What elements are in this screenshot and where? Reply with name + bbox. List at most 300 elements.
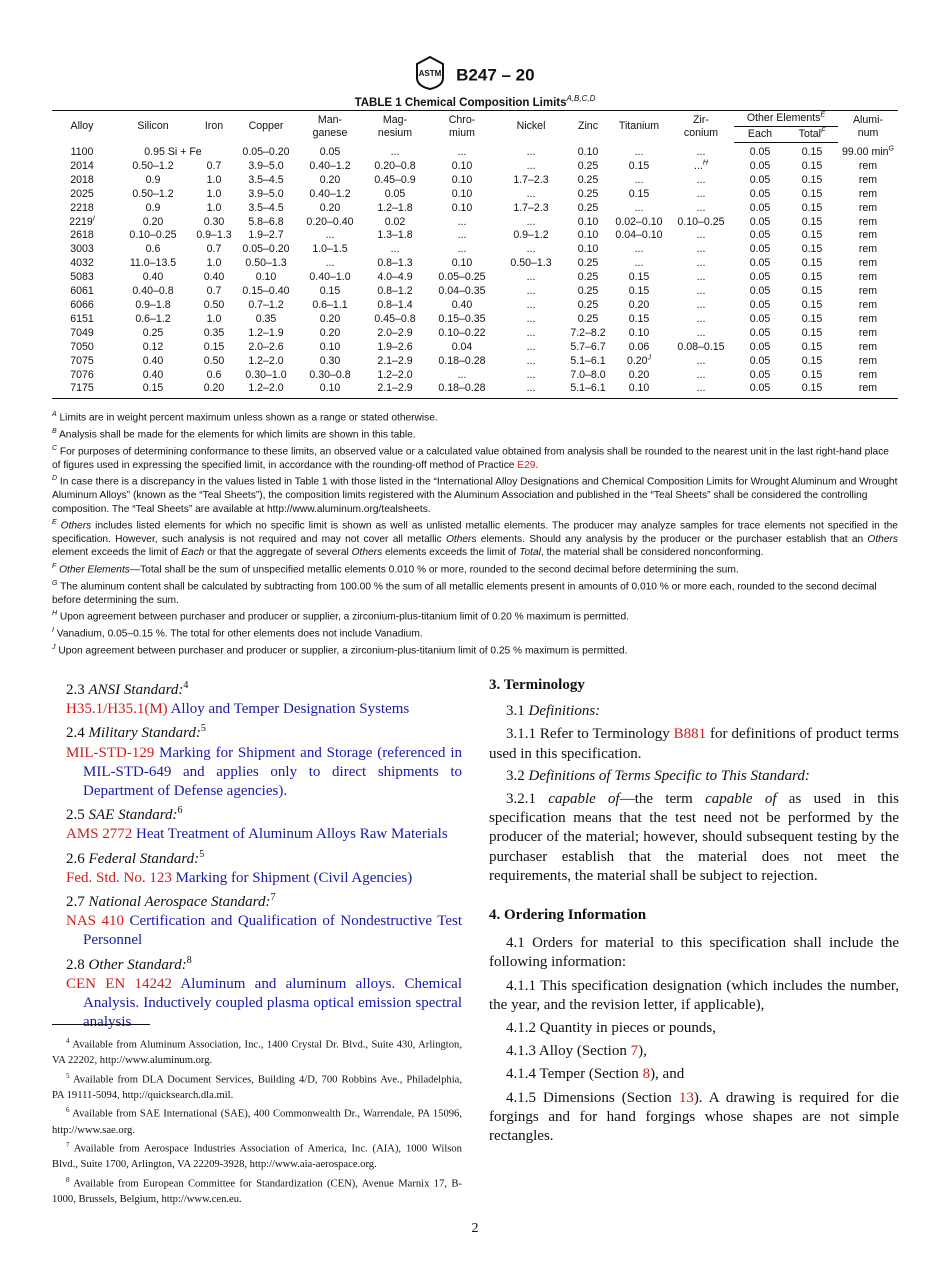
table-cell	[194, 229, 234, 243]
fed-title-link[interactable]: Marking for Shipment (Civil Agencies)	[171, 869, 413, 886]
footnote-divider	[52, 1024, 150, 1025]
fn-text: Other Elements	[59, 564, 130, 576]
th-manganese: Man- ganese	[298, 111, 362, 143]
table-cell	[298, 143, 362, 160]
table-cell	[234, 299, 298, 313]
table-cell	[838, 285, 898, 299]
table-cell	[112, 313, 194, 327]
table-cell	[838, 143, 898, 160]
table-cell	[838, 299, 898, 313]
fn-text: In case there is a discrepancy in the values listed in Table 1 with those listed in the “International Alloy Designations and Chemical Composition Limits for Wrought Aluminum and Wrought Aluminum Alloys” (known as the “Teal Sheets”), the composition limits registered with the Aluminum Association and published in the “Teal Sheets” shall be considered the controlling composition. The “Teal Sheets” are available at http://www.aluminum.org/tealsheets.	[52, 476, 898, 515]
table-cell	[298, 313, 362, 327]
th-each: Each	[734, 127, 786, 143]
table-cell	[566, 160, 610, 174]
cell-value: 0.50	[203, 298, 225, 311]
table-cell	[298, 202, 362, 216]
section-7-link[interactable]: 7	[630, 1043, 639, 1060]
cell-value: 0.10	[451, 173, 473, 186]
cell-value: 0.15	[801, 312, 823, 325]
table-cell	[838, 188, 898, 202]
cell-value: 0.15	[319, 285, 341, 298]
section-title: Definitions of Terms Specific to This Standard:	[528, 767, 810, 784]
cell-value: 0.6–1.2	[135, 312, 171, 325]
cell-value: 0.20	[628, 298, 650, 311]
table-cell	[428, 271, 496, 285]
table-cell	[610, 382, 668, 398]
table-cell	[234, 188, 298, 202]
cell-value: 11.0–13.5	[129, 257, 177, 270]
cell-value: 0.25	[577, 159, 599, 172]
table-footnote-e	[52, 516, 898, 560]
table-cell	[838, 216, 898, 230]
table-title	[0, 94, 950, 109]
footnote-4	[52, 1034, 462, 1069]
cell-value: rem	[858, 312, 878, 325]
section-title: Military Standard:	[88, 725, 201, 742]
table-cell	[362, 143, 428, 160]
fn-text: elements. Should any analysis by the producer or the purchaser establish that an	[476, 533, 868, 545]
th-iron: Iron	[194, 111, 234, 143]
cell-value: 99.00 min	[842, 145, 889, 158]
cell-value: rem	[858, 173, 878, 186]
cell-value: 0.10	[451, 201, 473, 214]
footnote-mark: 4	[66, 1037, 70, 1045]
table-cell	[194, 299, 234, 313]
fn-text: or that the aggregate of several	[204, 547, 352, 559]
table-row	[52, 382, 898, 398]
fn-text: Vanadium, 0.05–0.15 %. The total for other elements does not include Vanadium.	[56, 628, 423, 640]
table-cell	[668, 257, 734, 271]
fn-text: Limits are in weight percent maximum unless shown as a range or stated otherwise.	[59, 412, 438, 424]
ansi-code-link[interactable]: H35.1/H35.1(M)	[66, 701, 168, 718]
table-cell	[194, 243, 234, 257]
cell-value: 1.9–2.6	[377, 340, 413, 353]
table-cell	[734, 382, 786, 398]
cell-value: 0.6	[206, 368, 222, 381]
cell-value: 0.05	[749, 146, 771, 158]
table-cell	[786, 355, 838, 369]
table-cell	[52, 216, 112, 230]
ansi-title-link[interactable]: Alloy and Temper Designation Systems	[167, 701, 410, 718]
table-cell	[610, 202, 668, 216]
cell-value: 0.20–0.40	[306, 215, 354, 228]
cell-value: 0.05	[319, 145, 341, 158]
cell-value: 0.18–0.28	[438, 354, 486, 367]
table-cell	[786, 216, 838, 230]
cell-note: I	[92, 215, 95, 222]
table-cell	[566, 229, 610, 243]
table-cell	[566, 299, 610, 313]
table-cell	[734, 229, 786, 243]
cell-value: ...	[526, 243, 536, 256]
section-4-heading: 4. Ordering Information	[489, 907, 647, 924]
cell-value: 3003	[70, 243, 94, 256]
defined-term: capable of	[705, 791, 777, 808]
table-cell	[428, 257, 496, 271]
table-cell	[194, 285, 234, 299]
cell-value: 4032	[70, 257, 94, 270]
cell-value: 0.8–1.4	[377, 298, 413, 311]
table-cell	[52, 174, 112, 188]
cell-value: 0.10	[577, 145, 599, 158]
section-title: National Aerospace Standard:	[88, 894, 271, 911]
cen-code-link[interactable]: CEN EN 14242	[66, 975, 172, 992]
table-cell	[610, 313, 668, 327]
practice-e29-link[interactable]: E29	[517, 459, 536, 471]
table-cell	[786, 143, 838, 160]
cell-value: 0.20	[203, 382, 225, 395]
table-cell	[668, 216, 734, 230]
table-cell	[298, 341, 362, 355]
cell-value: 0.20–0.8	[374, 159, 416, 172]
cell-value: ...	[526, 159, 536, 172]
fn-mark: E	[52, 519, 57, 527]
cell-value: 4.0–4.9	[377, 271, 413, 284]
table-cell	[298, 355, 362, 369]
cell-value: ...	[457, 215, 467, 228]
table-cell	[668, 285, 734, 299]
table-cell	[838, 174, 898, 188]
table-cell	[496, 341, 566, 355]
table-row	[52, 174, 898, 188]
right-column	[489, 676, 899, 1146]
cell-value: 0.15	[801, 368, 823, 381]
table-cell	[668, 355, 734, 369]
table-cell	[566, 202, 610, 216]
table-cell	[194, 382, 234, 398]
table-cell	[668, 229, 734, 243]
table-cell	[496, 216, 566, 230]
cell-value: 0.50–1.3	[510, 257, 552, 270]
table-cell	[194, 216, 234, 230]
footnote-7	[52, 1138, 462, 1173]
section-8-link[interactable]: 8	[642, 1066, 651, 1083]
footnote-ref[interactable]: 8	[186, 954, 192, 966]
table-cell	[838, 243, 898, 257]
footnote-5	[52, 1069, 462, 1104]
table-cell	[610, 355, 668, 369]
cell-value: 0.05	[749, 340, 771, 353]
nas-code-link[interactable]: NAS 410	[66, 913, 124, 930]
cell-value: 3.9–5.0	[248, 187, 284, 200]
fn-text: element exceeds the limit of	[52, 547, 182, 559]
cell-value: 0.15	[628, 271, 650, 284]
cell-value: 0.7	[206, 285, 222, 298]
table-cell	[496, 285, 566, 299]
cell-value: 0.40–1.2	[309, 187, 351, 200]
table-cell	[194, 257, 234, 271]
table-cell	[234, 229, 298, 243]
section-title: Other Standard:	[88, 956, 187, 973]
table-cell	[428, 285, 496, 299]
table-cell	[194, 160, 234, 174]
table-body	[52, 143, 898, 399]
cell-value: 0.05–0.25	[438, 271, 486, 284]
cell-value: 0.40	[142, 368, 164, 381]
table-cell	[298, 382, 362, 398]
section-number: 2.3	[66, 682, 85, 698]
fed-code-link[interactable]: Fed. Std. No. 123	[66, 869, 172, 886]
cell-value: 1.0	[206, 173, 222, 186]
cell-value: ...	[696, 229, 706, 242]
table-cell	[362, 299, 428, 313]
th-chromium: Chro- mium	[428, 111, 496, 143]
cell-value: ...	[634, 201, 644, 214]
table-cell	[298, 299, 362, 313]
fn-text: , the material shall be considered nonconforming.	[540, 547, 764, 559]
table-cell	[566, 216, 610, 230]
table-cell	[566, 257, 610, 271]
para-text: ), and	[650, 1066, 685, 1083]
table-cell	[786, 174, 838, 188]
table-cell	[428, 341, 496, 355]
table-cell	[52, 369, 112, 383]
section-2-7	[66, 888, 462, 912]
fn-mark: I	[52, 627, 54, 635]
cell-value: 0.50–1.2	[132, 187, 174, 200]
table-cell	[734, 299, 786, 313]
table-cell	[734, 216, 786, 230]
table-cell	[112, 285, 194, 299]
cell-value: 0.05–0.20	[242, 243, 290, 256]
table-cell	[52, 327, 112, 341]
table-cell	[496, 271, 566, 285]
cell-value: 3.5–4.5	[248, 173, 284, 186]
page-header	[0, 56, 950, 95]
table-cell	[610, 174, 668, 188]
section-4-1: 4.1 Orders for material to this specification shall include the following information:	[489, 935, 899, 971]
cell-value: 1100	[70, 145, 94, 158]
cell-value: 0.20	[319, 201, 341, 214]
table-cell	[362, 341, 428, 355]
table-row	[52, 271, 898, 285]
cell-value: 1.0	[206, 187, 222, 200]
cell-value: 0.05	[749, 201, 771, 214]
cell-value: 2219	[69, 215, 93, 228]
table-footnote-f	[52, 560, 898, 577]
footnote-text: Available from DLA Document Services, Building 4/D, 700 Robbins Ave., Philadelphia, PA 19111-5094, http://quicksearch.dla.mil.	[52, 1074, 462, 1101]
sae-code-link[interactable]: AMS 2772	[66, 826, 133, 843]
cell-value: 0.15	[801, 354, 823, 367]
cell-value: 0.9–1.2	[513, 229, 549, 242]
table-cell	[52, 285, 112, 299]
footnote-8	[52, 1173, 462, 1208]
cell-value: 0.25	[142, 326, 164, 339]
table-cell	[838, 160, 898, 174]
th-zirconium: Zir- conium	[668, 111, 734, 143]
table-cell	[112, 202, 194, 216]
table-cell	[668, 243, 734, 257]
table-cell	[194, 174, 234, 188]
table-cell	[566, 355, 610, 369]
table-cell	[428, 143, 496, 160]
cell-value: 0.25	[577, 285, 599, 298]
cell-value: 7.2–8.2	[570, 326, 606, 339]
table-cell	[668, 341, 734, 355]
footnote-ref[interactable]: 4	[183, 680, 189, 691]
table-cell	[234, 216, 298, 230]
footnote-ref[interactable]: 5	[200, 723, 206, 735]
cell-value: 0.10	[319, 340, 341, 353]
table-cell	[786, 313, 838, 327]
cell-value: 7.0–8.0	[570, 368, 606, 381]
cell-value: ...	[526, 285, 536, 298]
table-title-notes: A,B,C,D	[566, 94, 596, 103]
table-cell	[734, 355, 786, 369]
section-2-3	[66, 676, 462, 700]
b881-link[interactable]: B881	[673, 726, 707, 743]
fn-mark: C	[52, 444, 58, 452]
cell-value: 1.2–2.0	[377, 368, 413, 381]
cell-value: ...	[696, 201, 706, 214]
mil-title-link[interactable]: Marking for Shipment and Storage (referenced in MIL-STD-649 and applies only to direct shipments to Department of Defense agencies).	[83, 744, 462, 800]
cell-value: 6151	[70, 312, 94, 325]
table-cell	[668, 202, 734, 216]
nas-standard-ref	[66, 912, 462, 950]
section-4-1-5	[489, 1089, 899, 1147]
section-title: SAE Standard:	[88, 807, 178, 824]
table-cell	[112, 327, 194, 341]
cell-value: rem	[858, 354, 878, 367]
cell-value: rem	[858, 201, 878, 214]
table-cell	[428, 160, 496, 174]
table-cell	[610, 243, 668, 257]
fn-text: The aluminum content shall be calculated by subtracting from 100.00 % the sum of all metallic elements present in amounts of 0.010 % or more each, rounded to the second decimal before determining the sum.	[52, 581, 877, 606]
table-cell	[668, 369, 734, 383]
cell-value: 0.45–0.9	[374, 173, 416, 186]
cell-value: rem	[858, 368, 878, 381]
cell-value: 0.15	[801, 257, 823, 270]
cell-value: 0.25	[577, 298, 599, 311]
cell-value: 0.15	[801, 285, 823, 298]
cell-value: 1.0	[206, 312, 222, 325]
table-cell	[496, 299, 566, 313]
cell-value: 1.2–1.9	[248, 326, 284, 339]
para-text: 4.1.4 Temper (Section	[506, 1066, 643, 1083]
cell-value: 0.15	[801, 201, 823, 214]
fn-mark: G	[52, 579, 58, 587]
table-cell	[610, 271, 668, 285]
table-cell	[362, 174, 428, 188]
table-cell	[734, 188, 786, 202]
cell-value: rem	[858, 298, 878, 311]
table-footnote-c	[52, 442, 898, 472]
table-cell	[786, 243, 838, 257]
cell-note: H	[702, 159, 708, 167]
table-cell	[362, 257, 428, 271]
table-cell	[112, 188, 194, 202]
table-cell	[610, 143, 668, 160]
table-cell	[610, 285, 668, 299]
table-cell	[734, 369, 786, 383]
para-text: ). A drawing is required for die forgings and for hand forgings whose shapes are not simple rectangles.	[489, 1089, 899, 1145]
para-text: for definitions of product terms used in this specification.	[489, 726, 899, 762]
fn-text: Others	[867, 533, 898, 545]
sae-title-link[interactable]: Heat Treatment of Aluminum Alloys Raw Materials	[132, 826, 448, 843]
cell-value: 0.15	[203, 340, 225, 353]
cell-value: 0.05	[749, 229, 771, 242]
cell-note: J	[647, 354, 652, 362]
cell-value: 0.9	[145, 173, 161, 186]
table-row	[52, 355, 898, 369]
cell-value: 7050	[70, 340, 94, 353]
cell-value: 0.40–1.2	[309, 159, 351, 172]
table-cell	[496, 355, 566, 369]
table-cell	[668, 313, 734, 327]
section-2-8	[66, 951, 462, 975]
footnote-ref[interactable]: 7	[270, 892, 276, 904]
table-cell	[362, 369, 428, 383]
cell-value: 0.15	[628, 187, 650, 200]
para-text: as used in this specification means that the test need not be performed by the producer of the material; however, should subsequent testing by the purchaser establish that the material does not meet the requirements, the material shall be subject to rejection.	[489, 791, 899, 884]
table-cell	[496, 257, 566, 271]
cell-value: 0.9–1.8	[135, 298, 171, 311]
cell-value: 0.6	[145, 243, 161, 256]
table-cell	[362, 160, 428, 174]
footnote-mark: 5	[66, 1071, 70, 1080]
section-number: 2.4	[66, 725, 85, 742]
cell-value: 0.10	[628, 382, 650, 395]
th-titanium: Titanium	[610, 111, 668, 143]
cell-value: 0.40	[142, 271, 164, 284]
footnote-ref[interactable]: 5	[199, 848, 205, 860]
table-cell	[610, 369, 668, 383]
cell-value: 7049	[70, 326, 94, 339]
footnote-ref[interactable]: 6	[177, 805, 183, 817]
table-cell	[298, 216, 362, 230]
cell-value: rem	[858, 257, 878, 270]
table-cell	[838, 369, 898, 383]
table-cell	[234, 271, 298, 285]
section-13-link[interactable]: 13	[678, 1089, 694, 1106]
cell-value: 1.7–2.3	[513, 201, 549, 214]
mil-code-link[interactable]: MIL-STD-129	[66, 744, 155, 761]
cell-value: ...	[696, 326, 706, 339]
table-cell	[112, 341, 194, 355]
section-number: 2.6	[66, 850, 85, 867]
cell-value: 0.15	[801, 159, 823, 172]
cell-value: 2025	[70, 187, 94, 200]
table-cell	[194, 327, 234, 341]
cell-value: ...	[634, 243, 644, 256]
table-cell	[786, 160, 838, 174]
cen-title-link[interactable]: Aluminum and aluminum alloys. Chemical Analysis. Inductively coupled plasma optical emission spectral analysis	[83, 975, 462, 1031]
cell-value: 0.05	[749, 173, 771, 186]
cell-value: ...	[696, 298, 706, 311]
table-cell	[786, 229, 838, 243]
th-alloy: Alloy	[52, 111, 112, 143]
cell-value: 0.15	[801, 326, 823, 339]
fn-mark: D	[52, 475, 58, 483]
table-cell	[362, 243, 428, 257]
table-cell	[668, 299, 734, 313]
cell-value: 0.30–0.8	[309, 368, 351, 381]
fn-text: Analysis shall be made for the elements for which limits are shown in this table.	[58, 429, 416, 441]
cell-value: 0.15–0.35	[438, 312, 486, 325]
table-cell	[610, 341, 668, 355]
cell-value: rem	[858, 271, 878, 284]
nas-title-link[interactable]: Certification and Qualification of Nondestructive Test Personnel	[83, 913, 463, 949]
fn-text: For purposes of determining conformance to these limits, an observed value or a calculated value obtained from analysis shall be rounded to the nearest unit in the last right-hand place of figures used in expressing the specified limit, in accordance with the rounding-off method of Practice	[52, 446, 889, 471]
table-cell	[52, 271, 112, 285]
table-cell	[610, 257, 668, 271]
table-cell	[786, 271, 838, 285]
cell-value: 0.04	[451, 340, 473, 353]
cell-value: 1.2–2.0	[248, 354, 284, 367]
cell-value: ...	[457, 368, 467, 381]
para-text: ),	[638, 1043, 647, 1060]
table-cell	[194, 202, 234, 216]
